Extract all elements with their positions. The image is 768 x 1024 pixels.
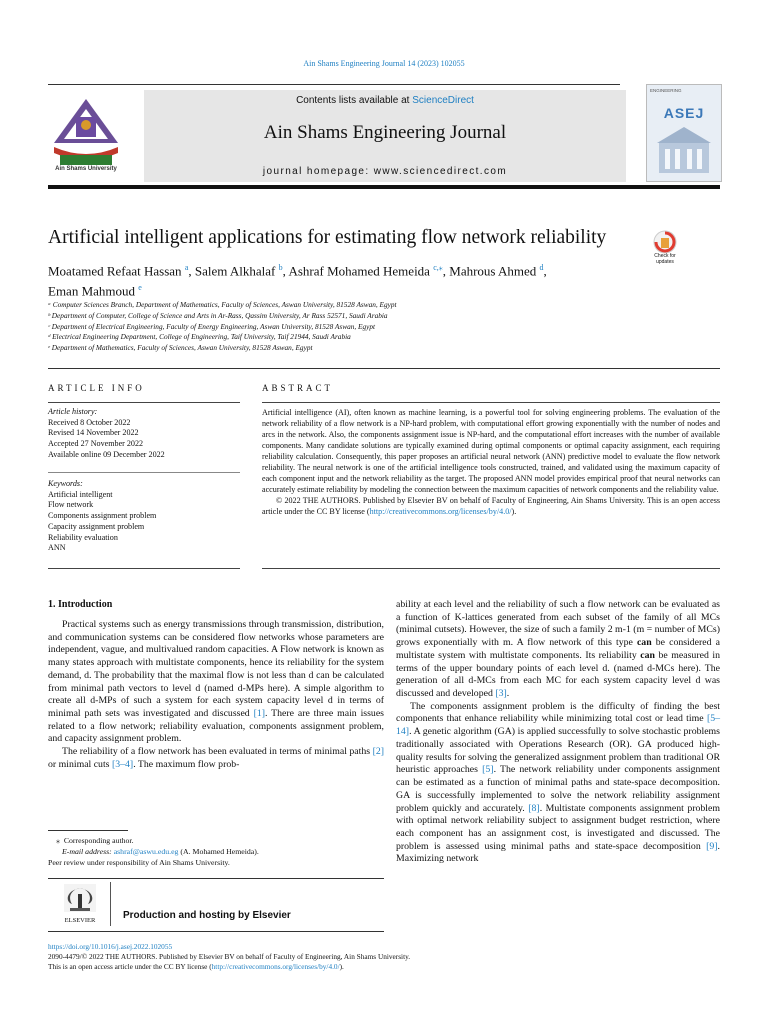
author-name: Mahrous Ahmed [449,263,537,279]
citation-link[interactable]: [9] [706,840,718,852]
citation-link[interactable]: [5] [482,764,494,776]
history-item: Revised 14 November 2022 [48,428,139,438]
paragraph [48,619,384,746]
author-affil-sup[interactable]: b [278,263,283,272]
cover-label: ASEJ [663,105,705,121]
abstract-copyright [262,496,720,518]
header-rule [48,84,620,85]
author-name: Eman Mahmoud [48,283,136,299]
contents-line [144,95,626,106]
copyright-end: ). [511,506,517,516]
cover-building-icon [655,125,713,175]
journal-cover [646,84,722,182]
journal-reference-link[interactable]: Ain Shams Engineering Journal 14 (2023) 102055 [303,59,465,68]
author-affil-sup[interactable]: c,⁎ [433,263,443,272]
oa-suffix: ). [339,962,344,972]
issn-line: 2090-4479/© 2022 THE AUTHORS. Published by Elsevier BV on behalf of Faculty of Engineering, Ain Shams University. [48,952,411,962]
article-info-heading: ARTICLE INFO [48,383,145,393]
cover-top-label: ENGINEERING [650,88,682,93]
journal-title: Ain Shams Engineering Journal [263,122,507,143]
text-run: be considered a multistate system with multistate components. Its reliability [396,637,720,661]
citation-link[interactable]: [3] [495,688,507,700]
section-title: 1. Introduction [48,599,113,610]
text-run: . The maximum flow prob- [133,758,240,770]
keyword: Flow network [48,500,94,510]
oa-line [48,962,728,972]
text-run: . Multistate components assignment problem with optimal network reliability subject to assignment budget restriction, where each component has an assignment cost, is investigated and discussed. The problem is assessed using minimal paths and state-space decomposition [396,802,720,852]
affiliation: ᵃ Computer Sciences Branch, Department of Mathematics, Faculty of Sciences, Aswan University, 81528 Aswan, Egypt [48,300,397,309]
history-item: Accepted 27 November 2022 [48,439,144,449]
affiliations [48,300,668,354]
footnote-rule [48,830,128,831]
article-info-rule [48,402,240,403]
elsevier-logo-text: ELSEVIER [64,917,96,924]
text-run: The components assignment problem is the difficulty of finding the best components that enhance reliability while minimizing total cost or lead time [396,700,720,725]
logo-caption: Ain Shams University [55,166,117,172]
oa-license-link[interactable]: http://creativecommons.org/licenses/by/4.0/ [211,962,340,972]
article-history [48,407,238,461]
text-run: . [506,688,510,700]
copyright-text: © 2022 THE AUTHORS. Published by Elsevier BV on behalf of Faculty of Engineering, Ain Shams University. This is an open access article under the CC BY license ( [262,495,720,516]
footnote-star: ⁎ [56,836,60,845]
corresponding-author [48,835,384,846]
history-label: Article history: [48,407,98,416]
text-run: be measured in terms of the upper boundary points of each level d. (named d-MCs here). The generation of all d-MCs from each MC for each system capacity level d was discussed and developed [396,649,720,700]
text-run: . A genetic algorithm (GA) is applied successfully to solve stochastic problems traditionally associated with Operations Research (OR). GA produced high-quality results for solving the generalized assignment problem than traditional OR heuristic approaches [396,726,720,776]
peer-review-note: Peer review under responsibility of Ain Shams University. [48,858,230,868]
section-rule [48,368,720,369]
affiliation: ᵉ Department of Mathematics, Faculty of Sciences, Aswan University, 81528 Aswan, Egypt [48,343,313,353]
email-owner: (A. Mohamed Hemeida). [178,847,259,857]
keyword: Reliability evaluation [48,532,118,542]
keywords-label: Keywords: [48,479,83,488]
keyword: Components assignment problem [48,511,157,521]
affiliation: ᶜ Department of Electrical Engineering, Faculty of Energy Engineering, Aswan University, 81528 Aswan, Egypt [48,321,376,331]
footnote [48,835,384,869]
elsevier-logo[interactable] [56,882,104,926]
check-updates-label: Check for updates [654,253,676,265]
text-run: ability at each level and the reliability of such a flow network can be evaluated as a function of K-lattices generated from each subset of the family of all MCs (minimal cutsets). However, the size of such a family 2 m-1 (m = number of MCs) grows exponentially with m. A flow network of this type [396,599,720,649]
journal-homepage[interactable]: journal homepage: www.sciencedirect.com [262,166,508,177]
email-label: E-mail address: [62,847,114,857]
affiliation: ᵈ Electrical Engineering Department, College of Engineering, Taif University, Taif 21944, Saudi Arabia [48,332,351,342]
university-logo [48,95,124,179]
email-link[interactable]: ashraf@aswu.edu.eg [113,847,179,857]
text-run: . There are three main issues related to a flow network; reliability evaluation, components assignment problem, and capacity assignment problem. [48,708,384,745]
paragraph [396,701,720,866]
keyword: Capacity assignment problem [48,521,145,531]
doi-link[interactable]: https://doi.org/10.1016/j.asej.2022.102055 [48,942,173,951]
oa-prefix: This is an open access article under the CC BY license ( [48,962,212,972]
author-name: Moatamed Refaat Hassan [48,263,182,279]
article-info-bottom-rule [48,568,240,569]
bold-word: can [640,649,655,661]
body-column-right [396,599,720,866]
header-thick-rule [48,185,720,189]
author-affil-sup[interactable]: a [184,263,189,272]
text-run: . Maximizing network [396,840,720,865]
author-affil-sup[interactable]: e [138,283,142,293]
affiliation: ᵇ Department of Computer, College of Science and Arts in Ar-Rass, Qassim University, Ar Rass 52571, Saudi Arabia [48,310,388,320]
article-info-divider [48,472,240,473]
elsevier-box-divider [110,882,111,926]
abstract-heading: ABSTRACT [262,383,334,393]
check-for-updates-button[interactable] [646,230,684,266]
text-run: . The network reliability under components assignment can be estimated as a function of minimal paths and state-space decomposition. GA is successfully implemented to solve the network reliability assignment problem quickly and accurately. [396,764,720,814]
abstract-rule [262,402,720,403]
production-hosting: Production and hosting by Elsevier [123,910,291,921]
journal-reference[interactable] [0,59,768,68]
email-line [48,846,384,857]
abstract-bottom-rule [262,568,720,569]
page-footer [48,942,728,973]
citation-link[interactable]: [5–14] [396,713,720,738]
text-run: Practical systems such as energy transmissions through transmission, distribution, and communication systems can be considered flow networks whose parameters are independent, vague, and multivalued random capacities. A Flow network is known as many states approach with multistate components, hence its reliability for the system demand, d. The probability that the maximal flow is not less than d can be calculated from minimal path vectors to level d (named d-MPs here). A simple algorithm to create all d-MPs of such a system for each system capacity level d in terms of minimal path sets was investigated and discussed [48,619,384,720]
abstract-body [262,408,720,518]
sciencedirect-link[interactable]: ScienceDirect [412,95,474,106]
citation-link[interactable]: [2] [372,746,384,758]
history-item: Available online 09 December 2022 [48,449,165,459]
author-affil-sup[interactable]: d [539,263,544,272]
footnote-corresponding: Corresponding author. [63,836,134,845]
bold-word: can [636,637,652,649]
paragraph [48,746,384,771]
history-item: Received 8 October 2022 [48,417,131,427]
citation-link[interactable]: [1] [253,708,265,720]
keywords [48,479,238,554]
body-column-left [48,619,384,772]
citation-link[interactable]: [8] [528,802,540,814]
keyword: ANN [48,543,66,553]
abstract-text: Artificial intelligence (AI), often known as machine learning, is a powerful tool for solving engineering problems. The evaluation of the network reliability of a flow network is a NP-hard problem, with computational effort growing exponentially with the number of nodes and arcs in the network. Also, the components assignment issue is NP-hard, and the computational effort increases with the number of available components. Many candidate solutions are typically examined during optimal components or optimal capacity assignment, each requiring reliability calculation. Consequently, this paper proposes an artificial neural network (ANN) predictive model to evaluate the flow network reliability. The neural network is one of the artificial intelligence tools constructed, trained, and validated using the maximum capacity of each component input and the network reliability as the target. The proposed ANN model provides empirical proof that neural networks can accurately estimate reliability by modeling the connection between the maximum capacities of network components and the reliability value. [262,408,720,494]
citation-link[interactable]: [3–4] [111,758,134,770]
paper-title: Artificial intelligent applications for estimating flow network reliability [48,227,607,248]
author-name: Salem Alkhalaf [194,263,276,279]
paragraph [396,599,720,701]
author-name: Ashraf Mohamed Hemeida [288,263,430,279]
keyword: Artificial intelligent [48,489,113,499]
text-run: or minimal cuts [48,758,112,770]
contents-prefix: Contents lists available at [296,95,413,106]
license-link[interactable]: http://creativecommons.org/licenses/by/4.0/ [369,506,512,516]
author-list: Moatamed Refaat Hassan $^a$, Salem Alkhalaf $^b$, Ashraf Mohamed Hemeida $^{c,⁎}$, Mahrous Ahmed $^d$, Eman Mahmoud $^e$ [48,263,547,299]
elsevier-tree-icon [56,882,104,918]
text-run: The reliability of a flow network has been evaluated in terms of minimal paths [62,746,373,758]
